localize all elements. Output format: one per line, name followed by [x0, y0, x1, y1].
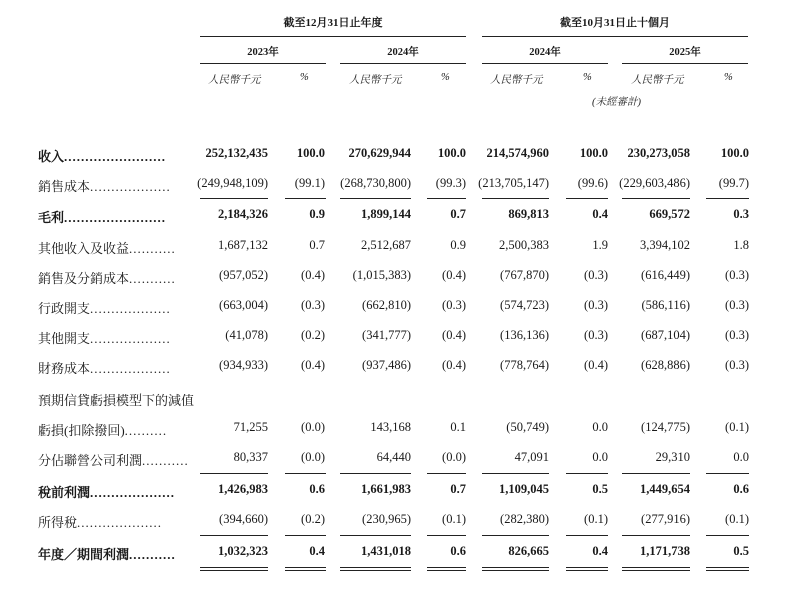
amount-cell: (394,660) [219, 512, 268, 526]
percent-cell: 0.9 [450, 238, 466, 252]
amount-cell: (41,078) [225, 328, 268, 342]
amount-cell: (230,965) [362, 512, 411, 526]
subtotal-rule [482, 567, 549, 568]
percent-cell: (0.4) [442, 328, 466, 342]
percent-cell: (0.0) [301, 450, 325, 464]
year-header-2023: 2023年 [247, 47, 279, 58]
amount-cell: (616,449) [641, 268, 690, 282]
leader-dots: .................... [77, 515, 163, 530]
subtotal-rule [622, 567, 690, 568]
percent-cell: 0.0 [592, 450, 608, 464]
subtotal-rule [427, 198, 466, 199]
subtotal-rule [427, 535, 466, 536]
leader-dots: ................... [90, 301, 171, 316]
group-header-calendar-year: 截至12月31日止年度 [283, 17, 383, 29]
row-label [38, 420, 167, 439]
leader-dots: ........... [142, 453, 189, 468]
subtotal-rule [566, 473, 608, 474]
subtotal-rule [200, 535, 268, 536]
row-label [38, 544, 176, 563]
percent-cell: 0.3 [733, 207, 749, 221]
percent-cell: 0.7 [450, 482, 466, 496]
amount-cell: (341,777) [362, 328, 411, 342]
percent-cell: 0.0 [733, 450, 749, 464]
subtotal-rule [340, 567, 411, 568]
percent-cell: 0.4 [592, 207, 608, 221]
percent-cell: (0.3) [301, 298, 325, 312]
percent-cell: 0.7 [309, 238, 325, 252]
amount-cell: (687,104) [641, 328, 690, 342]
subtotal-rule [340, 473, 411, 474]
subtotal-rule [200, 198, 268, 199]
amount-cell: (957,052) [219, 268, 268, 282]
amount-cell: 29,310 [655, 450, 690, 464]
percent-cell: 0.9 [309, 207, 325, 221]
percent-cell: 0.5 [733, 544, 749, 558]
row-label-text: 其他收入及收益 [38, 241, 130, 256]
leader-dots: .......... [124, 423, 168, 438]
row-label-text: 銷售及分銷成本 [38, 271, 130, 286]
leader-dots: ................... [90, 179, 171, 194]
percent-cell: (0.3) [725, 298, 749, 312]
percent-cell: (0.1) [725, 420, 749, 434]
percent-cell: 0.4 [592, 544, 608, 558]
table-row [0, 298, 786, 318]
amount-cell: (268,730,800) [340, 176, 411, 190]
unit-label-pct: % [583, 72, 592, 83]
row-label-text: 稅前利潤 [38, 485, 91, 500]
amount-cell: (124,775) [641, 420, 690, 434]
amount-cell: (663,004) [219, 298, 268, 312]
table-row [0, 207, 786, 227]
percent-cell: (0.4) [301, 358, 325, 372]
subtotal-rule [706, 473, 749, 474]
percent-cell: (0.0) [301, 420, 325, 434]
percent-cell: 0.0 [592, 420, 608, 434]
subtotal-rule [427, 570, 466, 571]
percent-cell: (0.3) [584, 298, 608, 312]
percent-cell: (99.7) [718, 176, 749, 190]
subtotal-rule [566, 198, 608, 199]
amount-cell: 3,394,102 [640, 238, 690, 252]
row-label [38, 146, 166, 165]
amount-cell: (574,723) [500, 298, 549, 312]
table-row [0, 146, 786, 166]
percent-cell: (0.1) [442, 512, 466, 526]
percent-cell: 100.0 [579, 146, 608, 160]
unit-label-pct: % [441, 72, 450, 83]
group-underline-right [482, 36, 748, 37]
table-row [0, 512, 786, 532]
amount-cell: (628,886) [641, 358, 690, 372]
amount-cell: (778,764) [500, 358, 549, 372]
table-row [0, 390, 786, 410]
percent-cell: 0.6 [309, 482, 325, 496]
table-row [0, 358, 786, 378]
amount-cell: (586,116) [641, 298, 690, 312]
amount-cell: 71,255 [233, 420, 268, 434]
subtotal-rule [285, 535, 326, 536]
subtotal-rule [706, 535, 749, 536]
amount-cell: 669,572 [649, 207, 690, 221]
subtotal-rule [285, 473, 326, 474]
amount-cell: 64,440 [376, 450, 411, 464]
leader-dots: .................... [90, 485, 176, 500]
percent-cell: (0.3) [725, 268, 749, 282]
row-label [38, 268, 176, 287]
amount-cell: (277,916) [641, 512, 690, 526]
subtotal-rule [285, 198, 326, 199]
row-label-text: 其他開支 [38, 331, 91, 346]
percent-cell: 100.0 [296, 146, 325, 160]
percent-cell: (0.1) [584, 512, 608, 526]
amount-cell: (934,933) [219, 358, 268, 372]
percent-cell: (0.2) [301, 328, 325, 342]
year-header-2024-ten-months: 2024年 [529, 47, 561, 58]
year-underline [200, 63, 326, 64]
amount-cell: 214,574,960 [486, 146, 549, 160]
amount-cell: 1,171,738 [640, 544, 690, 558]
table-row [0, 544, 786, 564]
table-row [0, 238, 786, 258]
amount-cell: 1,449,654 [640, 482, 690, 496]
percent-cell: 0.4 [309, 544, 325, 558]
subtotal-rule [340, 570, 411, 571]
subtotal-rule [200, 570, 268, 571]
row-label-text: 行政開支 [38, 301, 91, 316]
subtotal-rule [706, 570, 749, 571]
subtotal-rule [482, 198, 549, 199]
row-label-text: 收入 [38, 149, 65, 164]
percent-cell: (99.3) [435, 176, 466, 190]
amount-cell: 869,813 [508, 207, 549, 221]
percent-cell: 0.6 [450, 544, 466, 558]
leader-dots: ........................ [64, 149, 167, 164]
row-label [38, 358, 171, 377]
percent-cell: (0.1) [725, 512, 749, 526]
subtotal-rule [482, 535, 549, 536]
subtotal-rule [482, 570, 549, 571]
row-label [38, 482, 175, 501]
percent-cell: (0.4) [442, 358, 466, 372]
amount-cell: 2,500,383 [499, 238, 549, 252]
amount-cell: 2,512,687 [361, 238, 411, 252]
year-header-2025-ten-months: 2025年 [669, 47, 701, 58]
percent-cell: 100.0 [720, 146, 749, 160]
leader-dots: ................... [90, 331, 171, 346]
row-label-text: 預期信貸虧損模型下的減值 [38, 393, 195, 408]
subtotal-rule [706, 567, 749, 568]
percent-cell: (0.0) [442, 450, 466, 464]
subtotal-rule [340, 535, 411, 536]
year-underline [340, 63, 466, 64]
row-label [38, 512, 162, 531]
subtotal-rule [427, 473, 466, 474]
row-label [38, 176, 171, 195]
amount-cell: 1,032,323 [218, 544, 268, 558]
subtotal-rule [285, 567, 326, 568]
table-row [0, 420, 786, 440]
table-row [0, 268, 786, 288]
year-header-2024: 2024年 [387, 47, 419, 58]
amount-cell: 1,431,018 [361, 544, 411, 558]
amount-cell: 2,184,326 [218, 207, 268, 221]
row-label [38, 238, 176, 257]
year-underline [622, 63, 748, 64]
percent-cell: (0.3) [725, 358, 749, 372]
row-label [38, 328, 171, 347]
amount-cell: 826,665 [508, 544, 549, 558]
amount-cell: 252,132,435 [205, 146, 268, 160]
percent-cell: (99.6) [577, 176, 608, 190]
percent-cell: (0.4) [301, 268, 325, 282]
percent-cell: 1.8 [733, 238, 749, 252]
subtotal-rule [200, 567, 268, 568]
percent-cell: 0.6 [733, 482, 749, 496]
subtotal-rule [622, 473, 690, 474]
subtotal-rule [622, 570, 690, 571]
amount-cell: (249,948,109) [197, 176, 268, 190]
unit-label-pct: % [724, 72, 733, 83]
subtotal-rule [427, 567, 466, 568]
amount-cell: (136,136) [500, 328, 549, 342]
table-row [0, 176, 786, 196]
subtotal-rule [622, 535, 690, 536]
unit-label-amount: 人民幣千元 [349, 75, 402, 86]
percent-cell: (0.3) [725, 328, 749, 342]
amount-cell: (50,749) [506, 420, 549, 434]
row-label-text: 虧損(扣除撥回) [38, 423, 125, 438]
row-label-text: 所得稅 [38, 515, 78, 530]
subtotal-rule [622, 198, 690, 199]
percent-cell: (0.3) [442, 298, 466, 312]
amount-cell: 1,661,983 [361, 482, 411, 496]
amount-cell: 270,629,944 [348, 146, 411, 160]
percent-cell: 100.0 [437, 146, 466, 160]
row-label [38, 450, 189, 469]
subtotal-rule [566, 567, 608, 568]
percent-cell: (0.3) [584, 328, 608, 342]
amount-cell: 1,426,983 [218, 482, 268, 496]
row-label-text: 毛利 [38, 210, 65, 225]
group-header-ten-months: 截至10月31日止十個月 [560, 17, 670, 29]
subtotal-rule [706, 198, 749, 199]
amount-cell: 143,168 [370, 420, 411, 434]
leader-dots: ........... [129, 271, 176, 286]
subtotal-rule [340, 198, 411, 199]
table-row [0, 450, 786, 470]
row-label-text: 財務成本 [38, 361, 91, 376]
percent-cell: 0.1 [450, 420, 466, 434]
amount-cell: 47,091 [514, 450, 549, 464]
percent-cell: 0.7 [450, 207, 466, 221]
percent-cell: (0.4) [442, 268, 466, 282]
table-row [0, 482, 786, 502]
subtotal-rule [566, 535, 608, 536]
row-label-text: 銷售成本 [38, 179, 91, 194]
amount-cell: (937,486) [362, 358, 411, 372]
unit-label-amount: 人民幣千元 [490, 75, 543, 86]
amount-cell: 1,687,132 [218, 238, 268, 252]
amount-cell: (229,603,486) [619, 176, 690, 190]
leader-dots: ........... [129, 547, 176, 562]
subtotal-rule [482, 473, 549, 474]
unit-label-amount: 人民幣千元 [208, 75, 261, 86]
unit-label-pct: % [300, 72, 309, 83]
percent-cell: (0.4) [584, 358, 608, 372]
unit-label-amount: 人民幣千元 [631, 75, 684, 86]
percent-cell: 0.5 [592, 482, 608, 496]
leader-dots: ........................ [64, 210, 167, 225]
amount-cell: (767,870) [500, 268, 549, 282]
amount-cell: (1,015,383) [352, 268, 411, 282]
percent-cell: (99.1) [294, 176, 325, 190]
leader-dots: ................... [90, 361, 171, 376]
row-label-text: 分佔聯營公司利潤 [38, 453, 143, 468]
amount-cell: 80,337 [233, 450, 268, 464]
amount-cell: 230,273,058 [627, 146, 690, 160]
percent-cell: (0.3) [584, 268, 608, 282]
row-label [38, 207, 166, 226]
amount-cell: (213,705,147) [478, 176, 549, 190]
percent-cell: 1.9 [592, 238, 608, 252]
year-underline [482, 63, 608, 64]
row-label [38, 390, 194, 409]
amount-cell: 1,109,045 [499, 482, 549, 496]
row-label [38, 298, 171, 317]
table-row [0, 328, 786, 348]
percent-cell: (0.2) [301, 512, 325, 526]
leader-dots: ........... [129, 241, 176, 256]
subtotal-rule [566, 570, 608, 571]
row-label-text: 年度／期間利潤 [38, 547, 130, 562]
group-underline-left [200, 36, 466, 37]
amount-cell: 1,899,144 [361, 207, 411, 221]
amount-cell: (282,380) [500, 512, 549, 526]
subtotal-rule [285, 570, 326, 571]
amount-cell: (662,810) [362, 298, 411, 312]
unaudited-note: (未經審計) [592, 97, 641, 108]
subtotal-rule [200, 473, 268, 474]
